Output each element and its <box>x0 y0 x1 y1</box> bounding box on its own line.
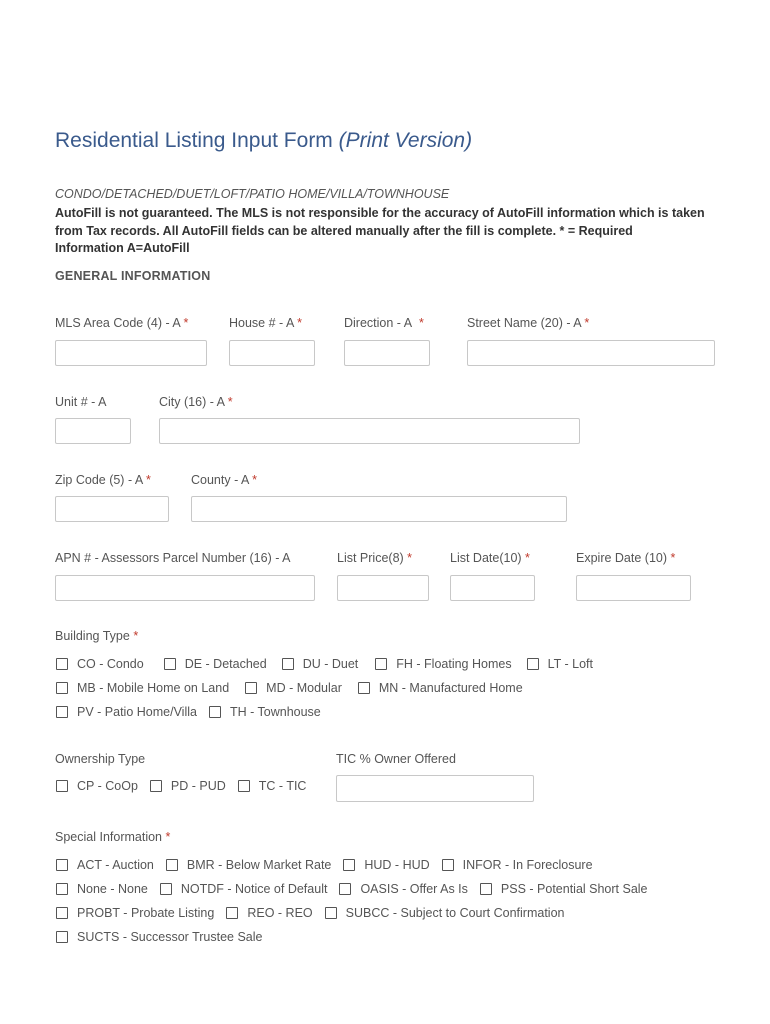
checkbox[interactable] <box>56 907 68 919</box>
property-types-subtitle: CONDO/DETACHED/DUET/LOFT/PATIO HOME/VILLA/TOWNHOUSE <box>55 187 450 201</box>
checkbox[interactable] <box>282 658 294 670</box>
list-price-input[interactable] <box>337 575 429 601</box>
building-type-option-fh[interactable]: FH - Floating Homes <box>375 657 511 671</box>
checkbox[interactable] <box>56 682 68 694</box>
expire-date-input[interactable] <box>576 575 691 601</box>
section-heading-general: GENERAL INFORMATION <box>55 269 211 283</box>
required-marker: * <box>407 551 413 565</box>
special-info-row-2 <box>56 882 648 896</box>
special-info-option-act[interactable]: ACT - Auction <box>56 858 154 872</box>
required-marker: * <box>227 395 233 409</box>
autofill-note: AutoFill is not guaranteed. The MLS is not responsible for the accuracy of AutoFill information which is taken from Tax records. All AutoFill fields can be altered manually after the fill is complete. * = Required Information A=AutoFill <box>55 206 705 255</box>
special-info-option-pss[interactable]: PSS - Potential Short Sale <box>480 882 648 896</box>
ownership-type-option-pd[interactable]: PD - PUD <box>150 779 226 793</box>
building-type-option-mn[interactable]: MN - Manufactured Home <box>358 681 523 695</box>
special-info-option-probt[interactable]: PROBT - Probate Listing <box>56 906 214 920</box>
special-info-row-3 <box>56 906 564 920</box>
special-info-option-hud[interactable]: HUD - HUD <box>343 858 429 872</box>
checkbox[interactable] <box>56 859 68 871</box>
ownership-type-row <box>56 779 306 793</box>
required-marker: * <box>419 316 424 330</box>
building-type-option-th[interactable]: TH - Townhouse <box>209 705 321 719</box>
special-info-row-4 <box>56 930 262 944</box>
special-info-option-oasis[interactable]: OASIS - Offer As Is <box>339 882 467 896</box>
required-marker: * <box>133 629 139 643</box>
required-marker: * <box>146 473 151 487</box>
building-type-row-1 <box>56 657 593 671</box>
apn-input[interactable] <box>55 575 315 601</box>
checkbox[interactable] <box>56 883 68 895</box>
checkbox[interactable] <box>150 780 162 792</box>
direction-label: Direction - A * <box>344 316 424 330</box>
checkbox[interactable] <box>166 859 178 871</box>
building-type-option-co[interactable]: CO - Condo <box>56 657 144 671</box>
checkbox[interactable] <box>164 658 176 670</box>
special-info-option-infor[interactable]: INFOR - In Foreclosure <box>442 858 593 872</box>
city-label: City (16) - A * <box>159 395 233 409</box>
direction-input[interactable] <box>344 340 430 366</box>
building-type-option-pv[interactable]: PV - Patio Home/Villa <box>56 705 197 719</box>
city-input[interactable] <box>159 418 580 444</box>
tic-owner-offered-input[interactable] <box>336 775 534 802</box>
checkbox[interactable] <box>209 706 221 718</box>
checkbox[interactable] <box>245 682 257 694</box>
special-info-option-sucts[interactable]: SUCTS - Successor Trustee Sale <box>56 930 262 944</box>
special-info-row-1 <box>56 858 593 872</box>
special-info-option-none[interactable]: None - None <box>56 882 148 896</box>
checkbox[interactable] <box>343 859 355 871</box>
ownership-type-label: Ownership Type <box>55 752 146 766</box>
building-type-option-mb[interactable]: MB - Mobile Home on Land <box>56 681 229 695</box>
building-type-option-de[interactable]: DE - Detached <box>164 657 267 671</box>
checkbox[interactable] <box>226 907 238 919</box>
checkbox[interactable] <box>56 931 68 943</box>
required-marker: * <box>165 830 171 844</box>
required-marker: * <box>297 316 302 330</box>
checkbox[interactable] <box>160 883 172 895</box>
list-date-input[interactable] <box>450 575 535 601</box>
unit-number-label: Unit # - A <box>55 395 107 409</box>
apn-label: APN # - Assessors Parcel Number (16) - A <box>55 551 291 565</box>
checkbox[interactable] <box>442 859 454 871</box>
special-info-option-reo[interactable]: REO - REO <box>226 906 312 920</box>
mls-area-code-input[interactable] <box>55 340 207 366</box>
street-name-input[interactable] <box>467 340 715 366</box>
checkbox[interactable] <box>56 706 68 718</box>
building-type-label: Building Type * <box>55 629 139 643</box>
required-marker: * <box>183 316 189 330</box>
required-marker: * <box>584 316 590 330</box>
checkbox[interactable] <box>527 658 539 670</box>
required-marker: * <box>670 551 676 565</box>
checkbox[interactable] <box>56 658 68 670</box>
house-number-label: House # - A * <box>229 316 302 330</box>
list-date-label: List Date(10) * <box>450 551 530 565</box>
page-title <box>55 129 472 153</box>
building-type-row-2 <box>56 681 523 695</box>
special-info-option-subcc[interactable]: SUBCC - Subject to Court Confirmation <box>325 906 565 920</box>
list-price-label: List Price(8) * <box>337 551 413 565</box>
required-marker: * <box>252 473 258 487</box>
county-input[interactable] <box>191 496 567 522</box>
checkbox[interactable] <box>325 907 337 919</box>
zip-code-label: Zip Code (5) - A * <box>55 473 151 487</box>
checkbox[interactable] <box>238 780 250 792</box>
tic-owner-offered-label: TIC % Owner Offered <box>336 752 456 766</box>
checkbox[interactable] <box>56 780 68 792</box>
checkbox[interactable] <box>480 883 492 895</box>
checkbox[interactable] <box>339 883 351 895</box>
ownership-type-option-cp[interactable]: CP - CoOp <box>56 779 138 793</box>
building-type-option-du[interactable]: DU - Duet <box>282 657 359 671</box>
zip-code-input[interactable] <box>55 496 169 522</box>
special-information-label: Special Information * <box>55 830 171 844</box>
checkbox[interactable] <box>358 682 370 694</box>
form-title-suffix: (Print Version) <box>338 129 473 152</box>
required-marker: * <box>525 551 530 565</box>
house-number-input[interactable] <box>229 340 315 366</box>
checkbox[interactable] <box>375 658 387 670</box>
ownership-type-option-tc[interactable]: TC - TIC <box>238 779 307 793</box>
expire-date-label: Expire Date (10) * <box>576 551 676 565</box>
building-type-option-lt[interactable]: LT - Loft <box>527 657 593 671</box>
mls-area-code-label: MLS Area Code (4) - A * <box>55 316 189 330</box>
unit-number-input[interactable] <box>55 418 131 444</box>
building-type-option-md[interactable]: MD - Modular <box>245 681 342 695</box>
street-name-label: Street Name (20) - A * <box>467 316 590 330</box>
county-label: County - A * <box>191 473 258 487</box>
special-info-option-bmr[interactable]: BMR - Below Market Rate <box>166 858 331 872</box>
form-title: Residential Listing Input Form <box>55 129 333 152</box>
special-info-option-notdf[interactable]: NOTDF - Notice of Default <box>160 882 328 896</box>
building-type-row-3 <box>56 705 321 719</box>
